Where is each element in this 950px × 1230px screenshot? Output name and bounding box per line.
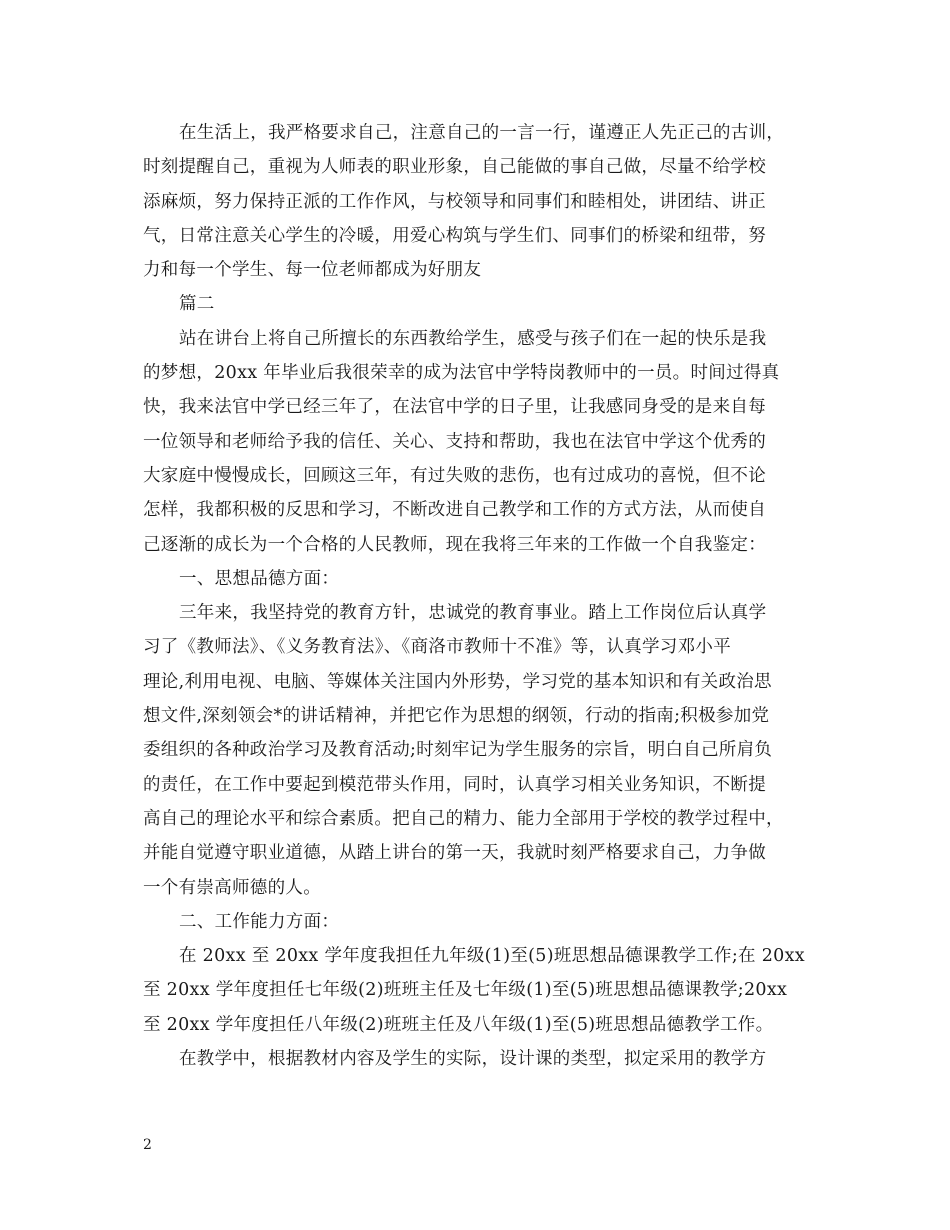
text-line: 理论,利用电视、电脑、等媒体关注国内外形势，学习党的基本知识和有关政治思 [143,671,772,692]
text-line: 一位领导和老师给予我的信任、关心、支持和帮助，我也在法官中学这个优秀的 [143,431,766,452]
text-line: 在教学中，根据教材内容及学生的实际，设计课的类型，拟定采用的教学方 [179,1049,767,1070]
text-line: 的梦想，20xx 年毕业后我很荣幸的成为法官中学特岗教师中的一员。时间过得真 [143,363,780,384]
text-line: 时刻提醒自己，重视为人师表的职业形象，自己能做的事自己做，尽量不给学校 [143,157,766,178]
text-line: 力和每一个学生、每一位老师都成为好朋友 [143,260,482,281]
text-line: 至 20xx 学年度担任七年级(2)班班主任及七年级(1)至(5)班思想品德课教学;20xx [143,980,788,1001]
section-heading: 二、工作能力方面： [179,911,340,932]
document-body [143,116,823,1076]
text-line: 高自己的理论水平和综合素质。把自己的精力、能力全部用于学校的教学过程中， [143,808,784,829]
text-line: 气，日常注意关心学生的冷暖，用爱心构筑与学生们、同事们的桥梁和纽带，努 [143,225,766,246]
text-line: 习了《教师法》、《义务教育法》、《商洛市教师十不准》等，认真学习邓小平 [143,637,731,658]
text-line: 想文件,深刻领会*的讲话精神，并把它作为思想的纲领，行动的指南;积极参加党 [143,706,770,727]
text-line: 添麻烦，努力保持正派的工作作风，与校领导和同事们和睦相处，讲团结、讲正 [143,191,766,212]
text-line: 大家庭中慢慢成长，回顾这三年，有过失败的悲伤，也有过成功的喜悦，但不论 [143,465,766,486]
text-line: 在 20xx 至 20xx 学年度我担任九年级(1)至(5)班思想品德课教学工作;在 20xx [179,946,805,967]
section-heading: 篇二 [179,294,215,315]
text-line: 怎样，我都积极的反思和学习，不断改进自己教学和工作的方式方法，从而使自 [143,500,766,521]
text-line: 委组织的各种政治学习及教育活动;时刻牢记为学生服务的宗旨，明白自己所肩负 [143,740,773,761]
text-line: 在生活上，我严格要求自己，注意自己的一言一行，谨遵正人先正己的古训， [179,123,785,143]
text-line: 站在讲台上将自己所擅长的东西教给学生，感受与孩子们在一起的快乐是我 [179,328,767,349]
text-line: 的责任，在工作中要起到模范带头作用，同时，认真学习相关业务知识，不断提 [143,774,766,795]
text-line: 并能自觉遵守职业道德，从踏上讲台的第一天，我就时刻严格要求自己，力争做 [143,843,766,864]
text-line: 快，我来法官中学已经三年了，在法官中学的日子里，让我感同身受的是来自每 [143,397,766,418]
text-line: 一个有崇高师德的人。 [143,877,321,898]
text-line: 己逐渐的成长为一个合格的人民教师，现在我将三年来的工作做一个自我鉴定： [143,534,766,555]
text-line: 三年来，我坚持党的教育方针，忠诚党的教育事业。踏上工作岗位后认真学 [179,603,767,624]
text-line: 至 20xx 学年度担任八年级(2)班班主任及八年级(1)至(5)班思想品德教学工作。 [143,1014,774,1035]
page-number: 2 [143,1137,152,1153]
section-heading: 一、思想品德方面： [179,568,340,589]
